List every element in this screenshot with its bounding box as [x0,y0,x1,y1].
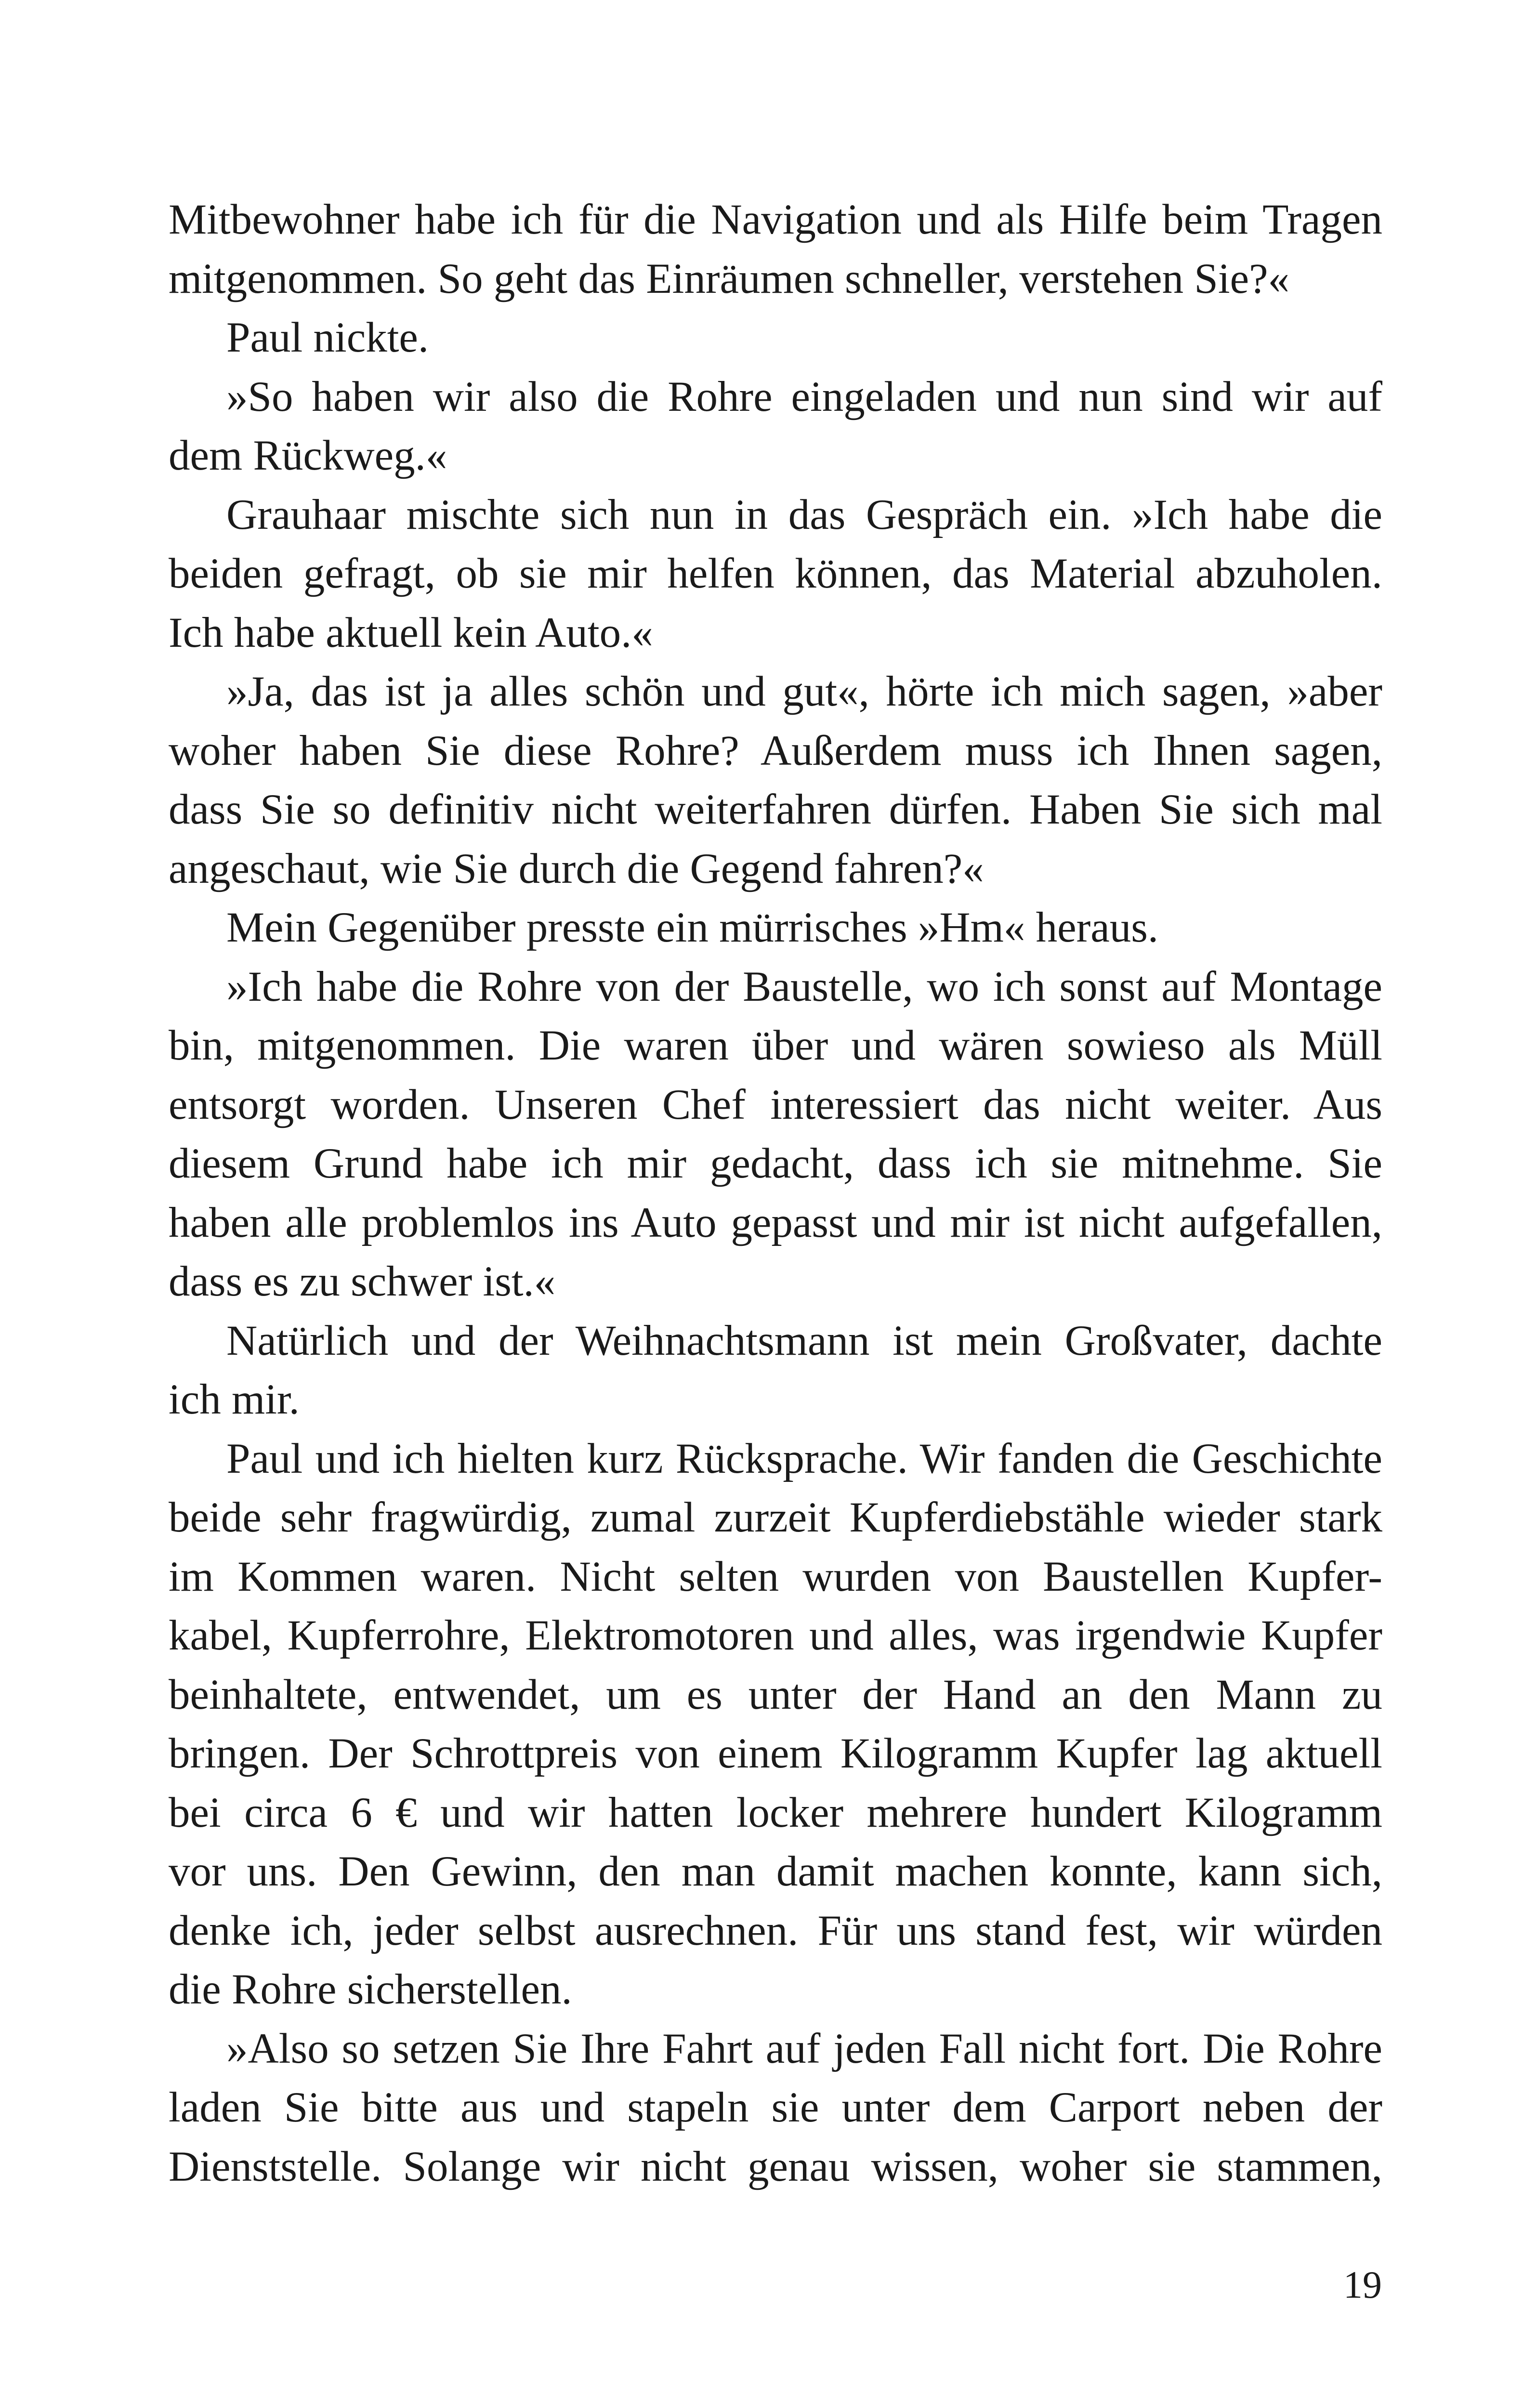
body-text [169,190,1382,2196]
text-line: »Ich habe die Rohre von der Baustelle, wo ich sonst auf Montage [226,963,1382,1010]
text-line: beide sehr fragwürdig, zumal zurzeit Kupferdiebstähle wieder stark [169,1494,1382,1541]
text-line: Natürlich und der Weihnachtsmann ist mein Großvater, dachte [226,1317,1382,1364]
text-line: »Also so setzen Sie Ihre Fahrt auf jeden Fall nicht fort. Die Rohre [226,2025,1382,2072]
text-line: dass es zu schwer ist.« [169,1258,556,1305]
text-line: die Rohre sicherstellen. [169,1966,572,2013]
text-line: Dienststelle. Solange wir nicht genau wissen, woher sie stammen, [169,2143,1382,2190]
text-line: kabel, Kupferrohre, Elektromotoren und alles, was irgendwie Kupfer [169,1612,1382,1659]
text-line: Grauhaar mischte sich nun in das Gespräch ein. »Ich habe die [226,491,1382,538]
text-line: bin, mitgenommen. Die waren über und wären sowieso als Müll [169,1022,1382,1069]
text-line: angeschaut, wie Sie durch die Gegend fahren?« [169,845,984,892]
text-line: ich mir. [169,1376,300,1423]
text-line: laden Sie bitte aus und stapeln sie unter dem Carport neben der [169,2084,1382,2131]
text-line: »So haben wir also die Rohre eingeladen und nun sind wir auf [226,373,1382,420]
text-line: Ich habe aktuell kein Auto.« [169,609,653,656]
text-line: beiden gefragt, ob sie mir helfen können, das Material abzuholen. [169,550,1382,597]
text-line: mitgenommen. So geht das Einräumen schneller, verstehen Sie?« [169,255,1290,302]
text-line: Mitbewohner habe ich für die Navigation und als Hilfe beim Tragen [169,196,1382,243]
text-line: dem Rückweg.« [169,432,447,479]
text-line: denke ich, jeder selbst ausrechnen. Für uns stand fest, wir würden [169,1907,1382,1954]
text-line: diesem Grund habe ich mir gedacht, dass ich sie mitnehme. Sie [169,1140,1382,1187]
text-line: beinhaltete, entwendet, um es unter der Hand an den Mann zu [169,1671,1382,1718]
text-line: entsorgt worden. Unseren Chef interessiert das nicht weiter. Aus [169,1081,1382,1128]
text-line: im Kommen waren. Nicht selten wurden von Baustellen Kupfer- [169,1553,1382,1600]
text-line: bringen. Der Schrottpreis von einem Kilogramm Kupfer lag aktuell [169,1730,1382,1777]
text-line: bei circa 6 € und wir hatten locker mehrere hundert Kilogramm [169,1789,1382,1836]
page-number: 19 [1343,2264,1382,2306]
text-line: Paul und ich hielten kurz Rücksprache. Wir fanden die Geschichte [226,1435,1382,1482]
text-line: dass Sie so definitiv nicht weiterfahren dürfen. Haben Sie sich mal [169,786,1382,833]
text-line: vor uns. Den Gewinn, den man damit machen konnte, kann sich, [169,1848,1382,1895]
text-line: Mein Gegenüber presste ein mürrisches »Hm« heraus. [226,904,1159,951]
text-line: »Ja, das ist ja alles schön und gut«, hörte ich mich sagen, »aber [226,668,1382,715]
text-line: woher haben Sie diese Rohre? Außerdem muss ich Ihnen sagen, [169,727,1382,774]
text-line: haben alle problemlos ins Auto gepasst und mir ist nicht aufgefallen, [169,1199,1382,1246]
text-line: Paul nickte. [226,314,429,361]
